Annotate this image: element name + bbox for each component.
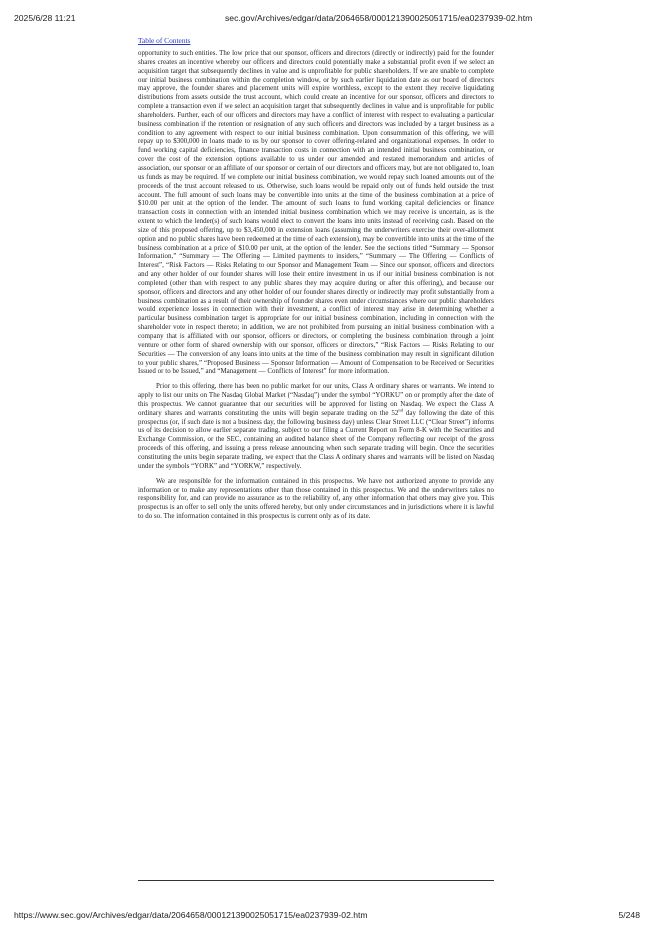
superscript-ordinal: nd	[398, 407, 403, 413]
paragraph-market-start: Prior to this offering, there has been no public market for our units, Class A ordinary shares or warrants. We intend to apply to list our units on The Nasdaq Global Market (“Nasdaq”) under the symbol “YORKU” on or promptly after the date of this prospectus. We cannot guarantee that our securities will be approved for listing on Nasdaq. We expect the Class A ordinary shares and warrants constituting the units will begin separate trading on the 52	[138, 383, 494, 417]
paragraph-conflicts: opportunity to such entities. The low price that our sponsor, officers and directors (directly or indirectly) paid for the founder shares creates an incentive whereby our officers and directors could potentially make a substantial profit even if we select an acquisition target that subsequently declines in value and is unprofitable for public shareholders. If we are unable to complete our initial business combination within the completion window, or by such earlier liquidation date as our board of directors may approve, the founder shares and placement units will expire worthless, except to the extent they receive liquidating distributions from assets outside the trust account, which could create an incentive for our sponsor, officers and directors to complete a transaction even if we select an acquisition target that subsequently declines in value and is unprofitable for public shareholders. Further, each of our officers and directors may have a conflict of interest with respect to evaluating a particular business combination if the retention or resignation of any such officers and directors was included by a target business as a condition to any agreement with respect to our initial business combination. Upon consummation of this offering, we will repay up to $300,000 in loans made to us by our sponsor to cover offering-related and organizational expenses. In order to fund working capital deficiencies, finance transaction costs in connection with an intended initial business combination, or cover the cost of the extension options available to us under our amended and restated memorandum and articles of association, our sponsor or an affiliate of our sponsor or certain of our directors and officers may, but are not obligated to, loan us funds as may be required. If we complete our initial business combination, we would repay such loaned amounts out of the proceeds of the trust account released to us. Otherwise, such loans would be repaid only out of funds held outside the trust account. The full amount of such loans may be convertible into units at the time of the business combination at a price of $10.00 per unit at the option of the lender. The amount of such loans to fund working capital deficiencies or finance transaction costs in connection with an intended initial business combination which we may receive is uncertain, as is the extent to which the lender(s) of such loans would elect to convert the loans into units instead of receiving cash. Based on the size of this proposed offering, up to $3,450,000 in extension loans (assuming the underwriters exercise their over-allotment option and no public shares have been redeemed at the time of each extension), may be convertible into units at the time of the business combination at a price of $10.00 per unit, at the option of the lender. See the sections titled “Summary — Sponsor Information,” “Summary — The Offering — Limited payments to insiders,” “Summary — The Offering — Conflicts of Interest”, “Risk Factors — Risks Relating to our Sponsor and Management Team — Since our sponsor, officers and directors and any other holder of our founder shares will lose their entire investment in us if our initial business combination is not completed (other than with respect to any public shares they may acquire during or after this offering), and because our sponsor, officers and directors and any other holder of our founder shares directly or indirectly may profit substantially from a business combination as a result of their ownership of founder shares even under circumstances where our public shareholders would experience losses in connection with their investment, a conflict of interest may arise in determining whether a particular business combination target is appropriate for our initial business combination, including in connection with the shareholder vote in respect thereto; in addition, we are not prohibited from pursuing an initial business combination with a company that is affiliated with our sponsor, officers or directors, or completing the business combination through a joint venture or other form of shared ownership with our sponsor, officers or directors,” “Risk Factors — Risks Relating to our Securities — The conversion of any loans into units at the time of the business combination may result in significant dilution to your public shares,” “Proposed Business — Sponsor Information — Amount of Compensation to be Received or Securities Issued or to be Issued,” and “Management — Conflicts of Interest” for more information.	[138, 50, 494, 376]
page-indicator: 5/248	[618, 910, 640, 920]
print-header-url: sec.gov/Archives/edgar/data/2064658/000121390025051715/ea0237939-02.htm	[225, 13, 533, 23]
paragraph-responsibility: We are responsible for the information contained in this prospectus. We have not authorized anyone to provide any information or to make any representations other than those contained in this prospectus. We and the underwriters takes no responsibility for, and can provide no assurance as to the reliability of, any other information that others may give you. This prospectus is an offer to sell only the units offered hereby, but only under circumstances and in jurisdictions where it is lawful to do so. The information contained in this prospectus is current only as of its date.	[138, 477, 494, 521]
print-header	[0, 13, 662, 27]
print-footer-url: https://www.sec.gov/Archives/edgar/data/2064658/000121390025051715/ea0237939-02.htm	[14, 910, 368, 920]
paragraph-market-rest: day following the date of this prospectus (or, if such date is not a business day, the following business day) unless Clear Street LLC (“Clear Street”) informs us of its decision to allow earlier separate trading, subject to our filing a Current Report on Form 8-K with the Securities and Exchange Commission, or the SEC, containing an audited balance sheet of the Company reflecting our receipt of the gross proceeds of this offering, and issuing a press release announcing when such separate trading will begin. Once the securities constituting the units begin separate trading, we expect that the Class A ordinary shares and warrants will be listed on Nasdaq under the symbols “YORK” and “YORKW,” respectively.	[138, 409, 494, 470]
print-footer	[0, 910, 662, 924]
paragraph-market	[138, 383, 494, 471]
footer-divider	[138, 880, 494, 881]
document-page	[138, 36, 494, 522]
table-of-contents-link[interactable]: Table of Contents	[138, 36, 191, 45]
print-datetime: 2025/6/28 11:21	[14, 13, 76, 23]
